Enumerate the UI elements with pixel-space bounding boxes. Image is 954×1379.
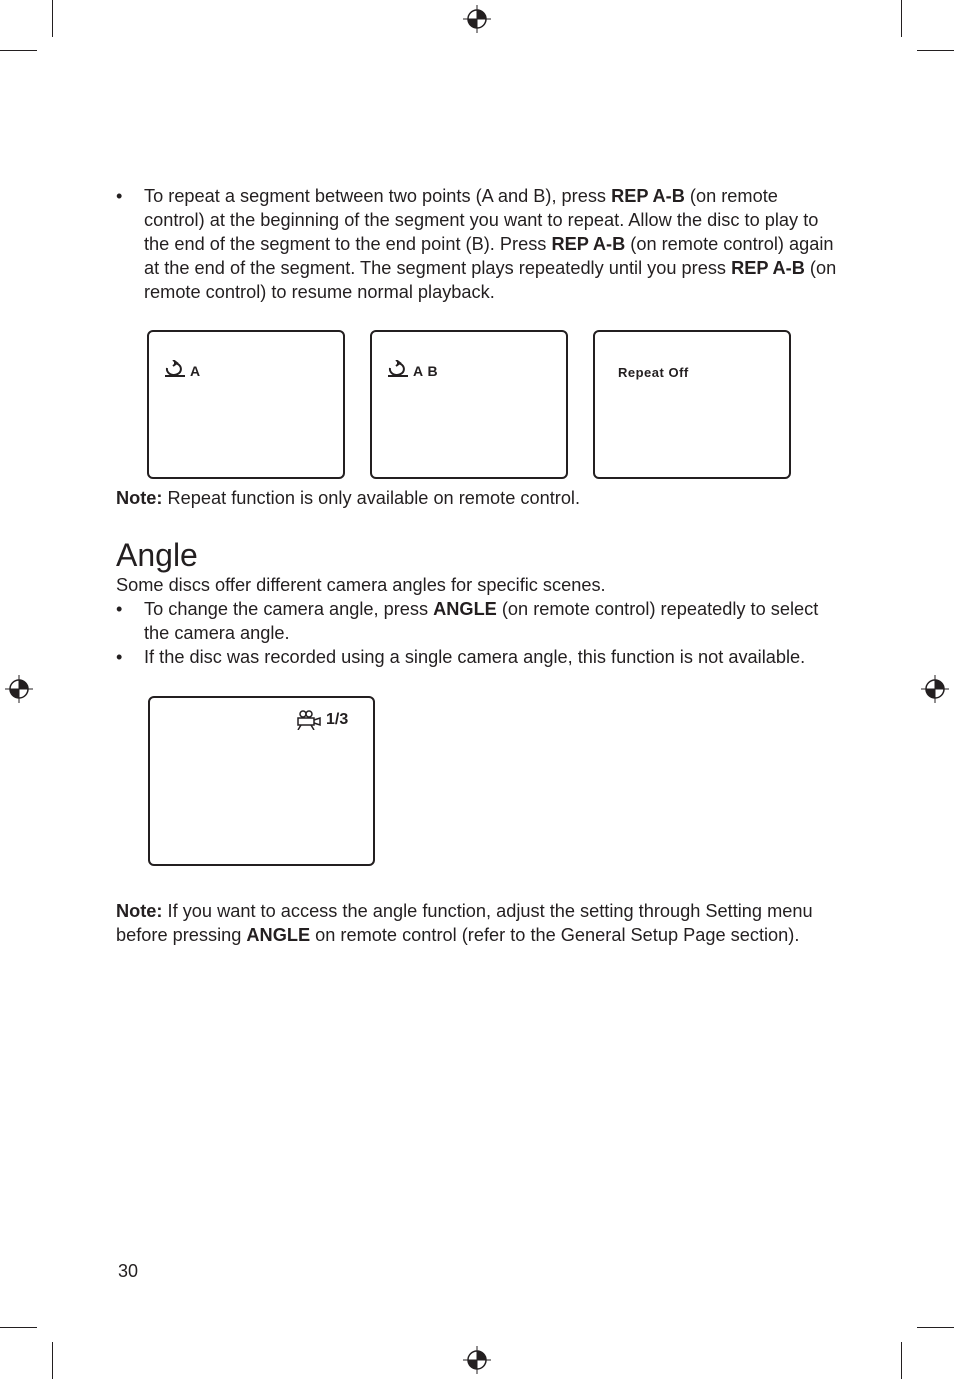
crop-mark (917, 1327, 954, 1328)
angle-value: 1/3 (326, 711, 349, 728)
list-item (116, 645, 841, 669)
note-repeat (116, 486, 841, 510)
note-text: If you want to access the angle function, adjust the setting through Setting menu before pressing (116, 901, 813, 945)
crop-mark (0, 50, 37, 51)
paragraph-text: If the disc was recorded using a single camera angle, this function is not available. (144, 647, 806, 667)
keyword: REP A-B (611, 186, 685, 206)
crop-mark (901, 0, 902, 37)
list-item (116, 184, 841, 304)
note-text: Repeat function is only available on remote control. (162, 488, 581, 508)
registration-mark-icon (463, 1346, 491, 1374)
osd-screen-repeat-a (147, 330, 345, 479)
crop-mark (52, 1342, 53, 1379)
note-angle (116, 899, 816, 947)
crop-mark (901, 1342, 902, 1379)
osd-label: A B (413, 363, 439, 379)
crop-mark (917, 50, 954, 51)
paragraph-text: (on remote control) at the beginning of the segment you want to repeat. Allow the disc to play to the end of the segment to the end point (B). Press (144, 186, 819, 254)
section-intro: Some discs offer different camera angles for specific scenes. (116, 575, 606, 595)
repeat-ab-instructions (116, 184, 841, 304)
note-label: Note: (116, 901, 163, 921)
osd-screen-angle (148, 696, 375, 866)
page-number: 30 (118, 1261, 139, 1281)
osd-label: Repeat Off (618, 365, 689, 380)
list-item (116, 597, 841, 645)
repeat-icon (386, 360, 410, 378)
bullet: • (116, 599, 123, 619)
camera-angle-icon (294, 710, 322, 730)
crop-mark (52, 0, 53, 37)
repeat-icon (163, 360, 187, 378)
paragraph-text: (on remote control) repeatedly to select the camera angle. (144, 599, 819, 643)
paragraph-text: (on remote control) to resume normal playback. (144, 258, 837, 302)
section-heading: Angle (116, 537, 198, 573)
keyword: ANGLE (433, 599, 497, 619)
note-text: on remote control (refer to the General Setup Page section). (310, 925, 800, 945)
keyword: REP A-B (731, 258, 805, 278)
registration-mark-icon (463, 5, 491, 33)
crop-mark (0, 1327, 37, 1328)
osd-label: A (190, 363, 201, 379)
angle-instructions (116, 597, 841, 669)
paragraph-text: To change the camera angle, press (144, 599, 434, 619)
note-label: Note: (116, 488, 163, 508)
osd-screen-repeat-ab (370, 330, 568, 479)
paragraph-text: (on remote control) again at the end of the segment. The segment plays repeatedly until you press (144, 234, 834, 278)
registration-mark-icon (5, 675, 33, 703)
paragraph-text: To repeat a segment between two points (A and B), press (144, 186, 612, 206)
keyword: ANGLE (246, 925, 311, 945)
bullet: • (116, 647, 123, 667)
keyword: REP A-B (551, 234, 626, 254)
bullet: • (116, 186, 123, 206)
osd-screen-repeat-off (593, 330, 791, 479)
registration-mark-icon (921, 675, 949, 703)
